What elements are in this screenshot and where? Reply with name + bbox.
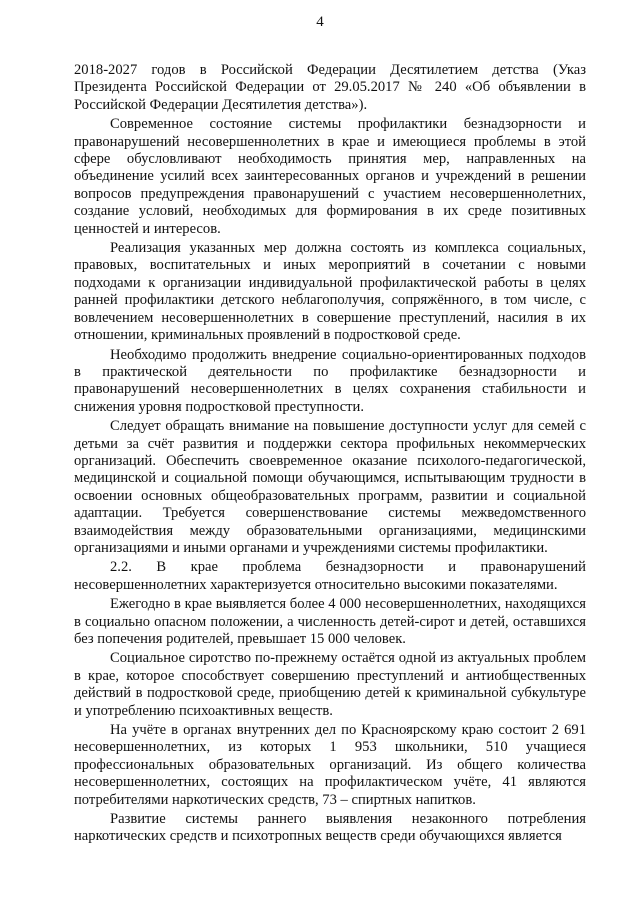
paragraph-services: Следует обращать внимание на повышение доступности услуг для семей с детьми за счёт развития и поддержки сектора профильных некоммерческих организаций. Обеспечить своевременное оказание психолого-педагогической, медицинской и социальной помощи обучающимся, испытывающим трудности в освоении основных общеобразовательных программ, развитии и социальной адаптации. Требуется совершенствование системы межведомственного взаимодействия между образовательными организациями, медицинскими организациями и иными органами и учреждениями системы профилактики. <box>74 418 586 556</box>
paragraph-continuation: 2018-2027 годов в Российской Федерации Десятилетием детства (Указ Президента Российской Федерации от 29.05.2017 № 240 «Об объявлении в Российской Федерации Десятилетия детства»). <box>74 62 586 113</box>
paragraph-statistics: Ежегодно в крае выявляется более 4 000 несовершеннолетних, находящихся в социально опасном положении, а численность детей-сирот и детей, оставшихся без попечения родителей, превышает 15 000 человек. <box>74 596 586 647</box>
document-body <box>74 62 586 848</box>
paragraph-measures: Реализация указанных мер должна состоять из комплекса социальных, правовых, воспитательных и иных мероприятий в сочетании с новыми подходами к организации индивидуальной профилактической работы в целях ранней профилактики детского неблагополучия, сопряжённого, в том числе, с вовлечением несовершеннолетних в совершение преступлений, насилия в их отношении, криминальных проявлений в подростковой среде. <box>74 240 586 344</box>
paragraph-section-2-2: 2.2. В крае проблема безнадзорности и правонарушений несовершеннолетних характеризуется относительно высокими показателями. <box>74 559 586 593</box>
paragraph-early-detection: Развитие системы раннего выявления незаконного потребления наркотических средств и психотропных веществ среди обучающихся является <box>74 811 586 845</box>
paragraph-approaches: Необходимо продолжить внедрение социально-ориентированных подходов в практической деятельности по профилактике безнадзорности и правонарушений несовершеннолетних в целях сохранения стабильности и снижения уровня подростковой преступности. <box>74 346 586 415</box>
paragraph-police-registry: На учёте в органах внутренних дел по Красноярскому краю состоит 2 691 несовершеннолетних, из которых 1 953 школьники, 510 учащиеся профессиональных образовательных организаций. Из общего количества несовершеннолетних, состоящих на профилактическом учёте, 41 являются потребителями наркотических средств, 73 – спиртных напитков. <box>74 722 586 808</box>
paragraph-social-orphanhood: Социальное сиротство по-прежнему остаётся одной из актуальных проблем в крае, которое способствует совершению преступлений и антиобщественных действий в подростковой среде, приобщению детей к криминальной субкультуре и употреблению психоактивных веществ. <box>74 650 586 719</box>
paragraph-current-state: Современное состояние системы профилактики безнадзорности и правонарушений несовершеннолетних в крае и имеющиеся проблемы в этой сфере обусловливают необходимость принятия мер, направленных на объединение усилий всех заинтересованных органов и учреждений в решении вопросов предупреждения правонарушений с участием несовершеннолетних, создание условий, необходимых для формирования в их среде позитивных ценностей и интересов. <box>74 116 586 237</box>
page-number: 4 <box>316 14 324 30</box>
